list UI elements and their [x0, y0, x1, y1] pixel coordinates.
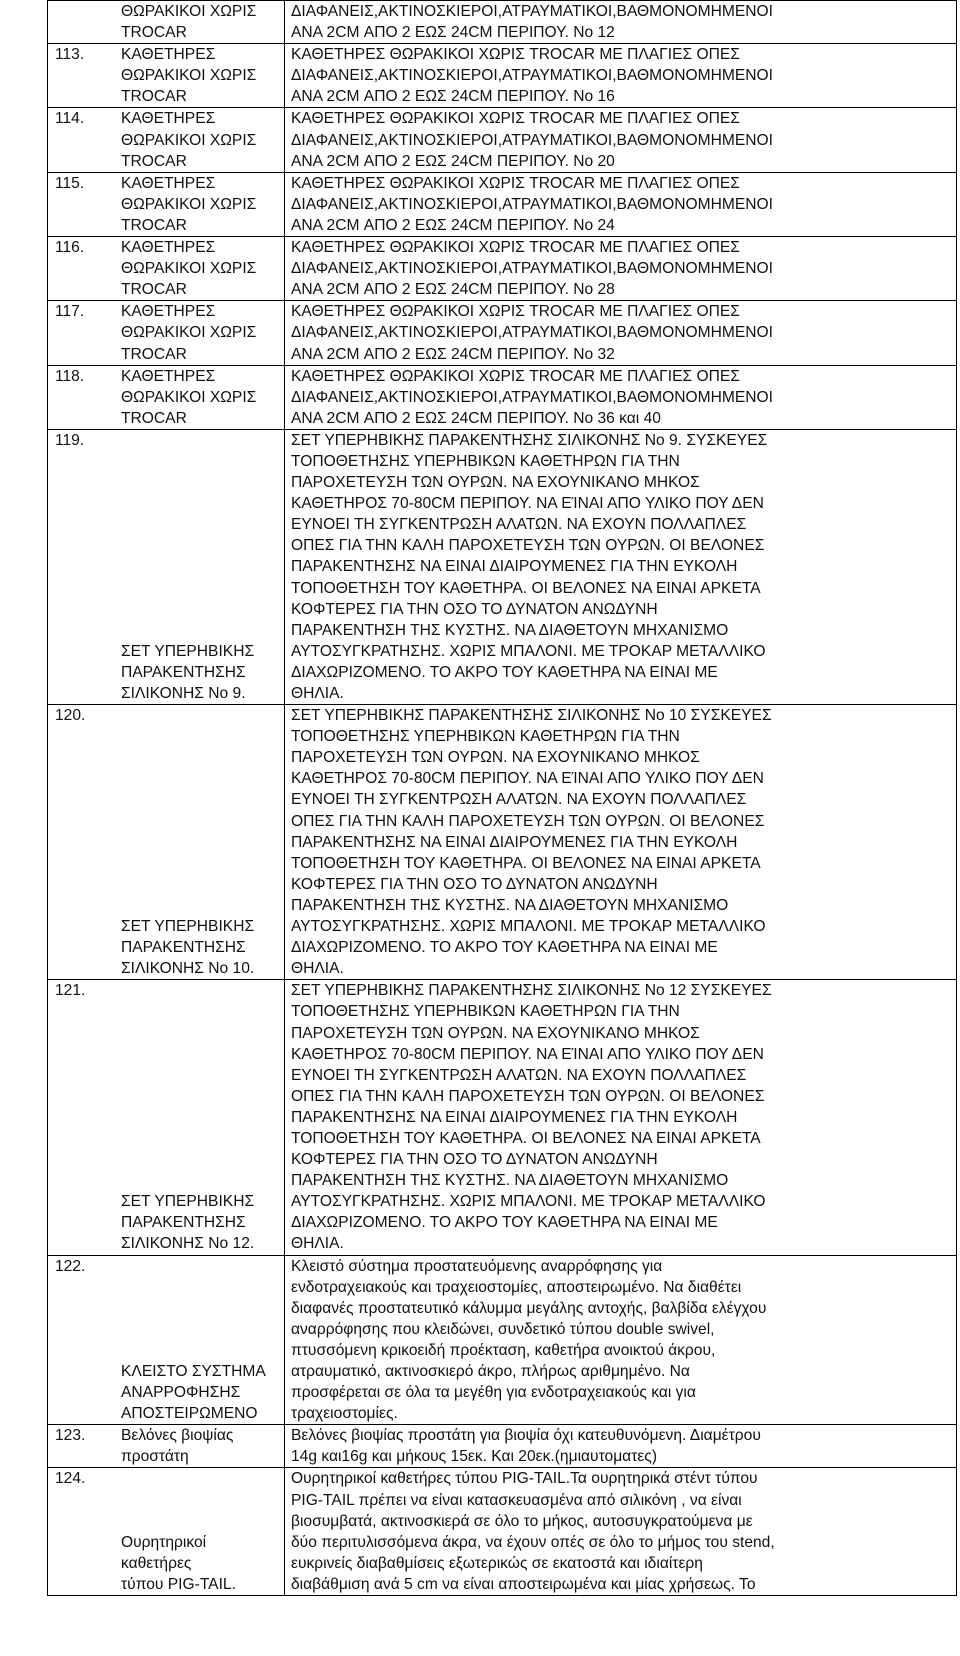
description-line: αναρρόφησης που κλειδώνει, συνδετικό τύπου double swivel, [291, 1320, 715, 1338]
table-row [48, 1255, 957, 1425]
description-line: ΑΥΤΟΣΥΓΚΡΑΤΗΣΗΣ. ΧΩΡΙΣ ΜΠΑΛΟΝΙ. ΜΕ ΤΡΟΚΑΡ ΜΕΤΑΛΛΙΚΟ [291, 1193, 766, 1211]
table-row [48, 705, 957, 980]
description-line: ΔΙΑΦΑΝΕΙΣ,ΑΚΤΙΝΟΣΚΙΕΡΟΙ,ΑΤΡΑΥΜΑΤΙΚΟΙ,ΒΑΘΜΟΝΟΜΗΜΕΝΟΙ [291, 260, 774, 278]
item-description [285, 1468, 957, 1596]
item-description [285, 429, 957, 704]
item-name [117, 980, 285, 1255]
description-line: ΚΑΘΕΤΗΡΟΣ 70-80CM ΠΕΡΙΠΟΥ. ΝΑ ΕΊΝΑΙ ΑΠΟ ΥΛΙΚΟ ΠΟΥ ΔΕΝ [291, 770, 764, 788]
item-name [117, 365, 285, 429]
description-line: ΑΝΑ 2CM ΑΠΟ 2 ΕΩΣ 24CM ΠΕΡΙΠΟΥ. Νο 36 και 40 [291, 409, 661, 427]
item-number: 119. [48, 429, 118, 704]
description-line: ΑΝΑ 2CM ΑΠΟ 2 ΕΩΣ 24CM ΠΕΡΙΠΟΥ. Νο 16 [291, 88, 615, 106]
item-name-line: TROCAR [121, 24, 187, 42]
item-number: 116. [48, 237, 118, 301]
description-line: ΣΕΤ ΥΠΕΡΗΒΙΚΗΣ ΠΑΡΑΚΕΝΤΗΣΗΣ ΣΙΛΙΚΟΝΗΣ Νο 12 ΣΥΣΚΕΥΕΣ [291, 982, 772, 1000]
item-name-line: TROCAR [121, 88, 187, 106]
item-name-line: ΣΙΛΙΚΟΝΗΣ Νο 9. [121, 685, 246, 702]
description-line: ΚΑΘΕΤΗΡΕΣ ΘΩΡΑΚΙΚΟΙ ΧΩΡΙΣ TROCAR ΜΕ ΠΛΑΓΙΕΣ ΟΠΕΣ [291, 239, 740, 257]
item-name-line: ΘΩΡΑΚΙΚΟΙ ΧΩΡΙΣ [121, 195, 257, 213]
item-description [285, 365, 957, 429]
description-line: ΑΝΑ 2CM ΑΠΟ 2 ΕΩΣ 24CM ΠΕΡΙΠΟΥ. Νο 32 [291, 345, 615, 363]
description-line: ευκρινείς διαβαθμίσεις εξωτερικώς σε εκατοστά και ιδιαίτερη [291, 1554, 703, 1572]
description-line: ενδοτραχειακούς και τραχειοστομίες, αποστειρωμένο. Να διαθέτει [291, 1278, 742, 1296]
table-row [48, 1468, 957, 1596]
description-line: ΑΝΑ 2CM ΑΠΟ 2 ΕΩΣ 24CM ΠΕΡΙΠΟΥ. Νο 12 [291, 24, 615, 42]
item-name-line: Βελόνες βιοψίας [121, 1427, 234, 1445]
description-line: ΑΥΤΟΣΥΓΚΡΑΤΗΣΗΣ. ΧΩΡΙΣ ΜΠΑΛΟΝΙ. ΜΕ ΤΡΟΚΑΡ ΜΕΤΑΛΛΙΚΟ [291, 642, 766, 660]
table-row [48, 172, 957, 236]
item-description [285, 705, 957, 980]
description-line: ΤΟΠΟΘΕΤΗΣΗΣ ΥΠΕΡΗΒΙΚΩΝ ΚΑΘΕΤΗΡΩΝ ΓΙΑ ΤΗΝ [291, 1003, 680, 1021]
item-number: 123. [48, 1425, 118, 1468]
item-name-line: ΘΩΡΑΚΙΚΟΙ ΧΩΡΙΣ [121, 3, 257, 20]
item-description [285, 237, 957, 301]
description-line: ΔΙΑΦΑΝΕΙΣ,ΑΚΤΙΝΟΣΚΙΕΡΟΙ,ΑΤΡΑΥΜΑΤΙΚΟΙ,ΒΑΘΜΟΝΟΜΗΜΕΝΟΙ [291, 324, 774, 342]
item-name-line: προστάτη [121, 1448, 189, 1466]
item-number: 113. [48, 44, 118, 108]
item-number: 117. [48, 301, 118, 365]
item-name-line: τύπου PIG-TAIL. [121, 1575, 236, 1593]
item-name-line: ΘΩΡΑΚΙΚΟΙ ΧΩΡΙΣ [121, 67, 257, 85]
description-line: ΚΑΘΕΤΗΡΟΣ 70-80CM ΠΕΡΙΠΟΥ. ΝΑ ΕΊΝΑΙ ΑΠΟ ΥΛΙΚΟ ΠΟΥ ΔΕΝ [291, 1045, 764, 1063]
item-name [117, 108, 285, 172]
specification-table [47, 0, 957, 1596]
item-number: 115. [48, 172, 118, 236]
item-name-line: ΚΑΘΕΤΗΡΕΣ [121, 303, 216, 321]
item-number: 124. [48, 1468, 118, 1596]
description-line: ΚΟΦΤΕΡΕΣ ΓΙΑ ΤΗΝ ΟΣΟ ΤΟ ΔΥΝΑΤΟΝ ΑΝΩΔΥΝΗ [291, 600, 658, 618]
table-row [48, 365, 957, 429]
item-name-line: Ουρητηρικοί καθετήρες [121, 1533, 207, 1572]
description-line: Κλειστό σύστημα προστατευόμενης αναρρόφησης για [291, 1257, 663, 1275]
item-name-line: TROCAR [121, 152, 187, 170]
description-line: ΠΑΡΑΚΕΝΤΗΣΗΣ ΝΑ ΕΙΝΑΙ ΔΙΑΙΡΟΥΜΕΝΕΣ ΓΙΑ ΤΗΝ ΕΥΚΟΛΗ [291, 833, 738, 851]
description-line: προσφέρεται σε όλα τα μεγέθη για ενδοτραχειακούς και για [291, 1384, 696, 1402]
item-description [285, 301, 957, 365]
item-description [285, 1425, 957, 1468]
item-name [117, 1468, 285, 1596]
item-name [117, 1, 285, 44]
description-line: ΔΙΑΧΩΡΙΖΟΜΕΝΟ. ΤΟ ΑΚΡΟ ΤΟΥ ΚΑΘΕΤΗΡΑ ΝΑ ΕΙΝΑΙ ΜΕ [291, 663, 718, 681]
item-name-line: ΣΙΛΙΚΟΝΗΣ Νο 12. [121, 1235, 255, 1253]
item-name-line: ΘΩΡΑΚΙΚΟΙ ΧΩΡΙΣ [121, 131, 257, 149]
description-line: ΟΠΕΣ ΓΙΑ ΤΗΝ ΚΑΛΗ ΠΑΡΟΧΕΤΕΥΣΗ ΤΩΝ ΟΥΡΩΝ. ΟΙ ΒΕΛΟΝΕΣ [291, 537, 765, 555]
description-line: ΔΙΑΦΑΝΕΙΣ,ΑΚΤΙΝΟΣΚΙΕΡΟΙ,ΑΤΡΑΥΜΑΤΙΚΟΙ,ΒΑΘΜΟΝΟΜΗΜΕΝΟΙ [291, 67, 774, 85]
item-name-line: ΚΑΘΕΤΗΡΕΣ [121, 239, 216, 257]
item-name-line: ΑΠΟΣΤΕΙΡΩΜΕΝΟ [121, 1405, 258, 1423]
description-line: ΚΑΘΕΤΗΡΟΣ 70-80CM ΠΕΡΙΠΟΥ. ΝΑ ΕΊΝΑΙ ΑΠΟ ΥΛΙΚΟ ΠΟΥ ΔΕΝ [291, 495, 764, 513]
item-description [285, 44, 957, 108]
item-name-line: ΣΙΛΙΚΟΝΗΣ Νο 10. [121, 960, 255, 978]
item-name-line: ΠΑΡΑΚΕΝΤΗΣΗΣ [121, 939, 246, 957]
description-line: τραχειοστομίες. [291, 1405, 398, 1423]
item-name-line: ΘΩΡΑΚΙΚΟΙ ΧΩΡΙΣ [121, 324, 257, 342]
description-line: ΟΠΕΣ ΓΙΑ ΤΗΝ ΚΑΛΗ ΠΑΡΟΧΕΤΕΥΣΗ ΤΩΝ ΟΥΡΩΝ. ΟΙ ΒΕΛΟΝΕΣ [291, 812, 765, 830]
item-name [117, 705, 285, 980]
description-line: ΠΑΡΑΚΕΝΤΗΣΗ ΤΗΣ ΚΥΣΤΗΣ. ΝΑ ΔΙΑΘΕΤΟΥΝ ΜΗΧΑΝΙΣΜΟ [291, 896, 729, 914]
description-line: ΣΕΤ ΥΠΕΡΗΒΙΚΗΣ ΠΑΡΑΚΕΝΤΗΣΗΣ ΣΙΛΙΚΟΝΗΣ Νο 9. ΣΥΣΚΕΥΕΣ [291, 431, 768, 449]
table-row [48, 980, 957, 1255]
item-name-line: ΠΑΡΑΚΕΝΤΗΣΗΣ [121, 1214, 246, 1232]
description-line: ΕΥΝΟΕΙ ΤΗ ΣΥΓΚΕΝΤΡΩΣΗ ΑΛΑΤΩΝ. ΝΑ ΕΧΟΥΝ ΠΟΛΛΑΠΛΕΣ [291, 791, 747, 809]
description-line: ΠΑΡΑΚΕΝΤΗΣΗ ΤΗΣ ΚΥΣΤΗΣ. ΝΑ ΔΙΑΘΕΤΟΥΝ ΜΗΧΑΝΙΣΜΟ [291, 621, 729, 639]
item-name [117, 1425, 285, 1468]
description-line: Βελόνες βιοψίας προστάτη για βιοψία όχι κατευθυνόμενη. Διαμέτρου [291, 1427, 761, 1445]
description-line: ΔΙΑΦΑΝΕΙΣ,ΑΚΤΙΝΟΣΚΙΕΡΟΙ,ΑΤΡΑΥΜΑΤΙΚΟΙ,ΒΑΘΜΟΝΟΜΗΜΕΝΟΙ [291, 195, 774, 213]
description-line: ΔΙΑΧΩΡΙΖΟΜΕΝΟ. ΤΟ ΑΚΡΟ ΤΟΥ ΚΑΘΕΤΗΡΑ ΝΑ ΕΙΝΑΙ ΜΕ [291, 1214, 718, 1232]
item-name-line: ΣΕΤ ΥΠΕΡΗΒΙΚΗΣ [121, 1193, 255, 1211]
description-line: διαβάθμιση ανά 5 cm να είναι αποστειρωμένα και μίας χρήσεως. Το [291, 1575, 756, 1593]
item-description [285, 172, 957, 236]
item-name [117, 1255, 285, 1425]
item-name [117, 172, 285, 236]
description-line: ΠΑΡΑΚΕΝΤΗΣΗΣ ΝΑ ΕΙΝΑΙ ΔΙΑΙΡΟΥΜΕΝΕΣ ΓΙΑ ΤΗΝ ΕΥΚΟΛΗ [291, 558, 738, 576]
description-line: ΑΥΤΟΣΥΓΚΡΑΤΗΣΗΣ. ΧΩΡΙΣ ΜΠΑΛΟΝΙ. ΜΕ ΤΡΟΚΑΡ ΜΕΤΑΛΛΙΚΟ [291, 918, 766, 936]
description-line: ΘΗΛΙΑ. [291, 1235, 344, 1253]
item-name-line: ΑΝΑΡΡΟΦΗΣΗΣ [121, 1384, 241, 1402]
description-line: ΔΙΑΧΩΡΙΖΟΜΕΝΟ. ΤΟ ΑΚΡΟ ΤΟΥ ΚΑΘΕΤΗΡΑ ΝΑ ΕΙΝΑΙ ΜΕ [291, 939, 718, 957]
description-line: ΠΑΡΟΧΕΤΕΥΣΗ ΤΩΝ ΟΥΡΩΝ. ΝΑ ΕΧΟΥΝΙΚΑΝΟ ΜΗΚΟΣ [291, 1024, 700, 1042]
item-number: 121. [48, 980, 118, 1255]
item-number [48, 1, 118, 44]
item-number: 118. [48, 365, 118, 429]
description-line: 14g και16g και μήκους 15εκ. Και 20εκ.(ημιαυτοματες) [291, 1448, 658, 1466]
description-line: ατραυματικό, ακτινοσκιερό άκρο, πλήρως αριθμημένο. Να [291, 1363, 690, 1380]
description-line: PIG-TAIL πρέπει να είναι κατασκευασμένα από σιλικόνη , να είναι [291, 1491, 742, 1509]
description-line: ΤΟΠΟΘΕΤΗΣΗ ΤΟΥ ΚΑΘΕΤΗΡΑ. ΟΙ ΒΕΛΟΝΕΣ ΝΑ ΕΙΝΑΙ ΑΡΚΕΤΑ [291, 854, 761, 872]
description-line: ΕΥΝΟΕΙ ΤΗ ΣΥΓΚΕΝΤΡΩΣΗ ΑΛΑΤΩΝ. ΝΑ ΕΧΟΥΝ ΠΟΛΛΑΠΛΕΣ [291, 516, 747, 534]
description-line: ΚΑΘΕΤΗΡΕΣ ΘΩΡΑΚΙΚΟΙ ΧΩΡΙΣ TROCAR ΜΕ ΠΛΑΓΙΕΣ ΟΠΕΣ [291, 174, 740, 192]
description-line: ΚΑΘΕΤΗΡΕΣ ΘΩΡΑΚΙΚΟΙ ΧΩΡΙΣ TROCAR ΜΕ ΠΛΑΓΙΕΣ ΟΠΕΣ [291, 303, 740, 321]
item-name-line: ΚΑΘΕΤΗΡΕΣ [121, 174, 216, 192]
description-line: ΟΠΕΣ ΓΙΑ ΤΗΝ ΚΑΛΗ ΠΑΡΟΧΕΤΕΥΣΗ ΤΩΝ ΟΥΡΩΝ. ΟΙ ΒΕΛΟΝΕΣ [291, 1087, 765, 1105]
table-row [48, 108, 957, 172]
description-line: ΘΗΛΙΑ. [291, 960, 344, 978]
table-row [48, 301, 957, 365]
description-line: ΑΝΑ 2CM ΑΠΟ 2 ΕΩΣ 24CM ΠΕΡΙΠΟΥ. Νο 24 [291, 216, 615, 234]
item-number: 114. [48, 108, 118, 172]
item-name-line: ΣΕΤ ΥΠΕΡΗΒΙΚΗΣ [121, 642, 255, 660]
description-line: ΣΕΤ ΥΠΕΡΗΒΙΚΗΣ ΠΑΡΑΚΕΝΤΗΣΗΣ ΣΙΛΙΚΟΝΗΣ Νο 10 ΣΥΣΚΕΥΕΣ [291, 707, 772, 725]
description-line: βιοσυμβατά, ακτινοσκιερά σε όλο το μήκος, αυτοσυγκρατούμενα με [291, 1512, 753, 1530]
table-row [48, 1425, 957, 1468]
description-line: ΤΟΠΟΘΕΤΗΣΗΣ ΥΠΕΡΗΒΙΚΩΝ ΚΑΘΕΤΗΡΩΝ ΓΙΑ ΤΗΝ [291, 728, 680, 746]
item-number: 122. [48, 1255, 118, 1425]
description-line: ΤΟΠΟΘΕΤΗΣΗΣ ΥΠΕΡΗΒΙΚΩΝ ΚΑΘΕΤΗΡΩΝ ΓΙΑ ΤΗΝ [291, 452, 680, 470]
description-line: ΠΑΡΟΧΕΤΕΥΣΗ ΤΩΝ ΟΥΡΩΝ. ΝΑ ΕΧΟΥΝΙΚΑΝΟ ΜΗΚΟΣ [291, 749, 700, 767]
item-name-line: ΠΑΡΑΚΕΝΤΗΣΗΣ [121, 663, 246, 681]
item-description [285, 108, 957, 172]
description-line: ΤΟΠΟΘΕΤΗΣΗ ΤΟΥ ΚΑΘΕΤΗΡΑ. ΟΙ ΒΕΛΟΝΕΣ ΝΑ ΕΙΝΑΙ ΑΡΚΕΤΑ [291, 1129, 761, 1147]
item-name-line: TROCAR [121, 281, 187, 299]
description-line: ΔΙΑΦΑΝΕΙΣ,ΑΚΤΙΝΟΣΚΙΕΡΟΙ,ΑΤΡΑΥΜΑΤΙΚΟΙ,ΒΑΘΜΟΝΟΜΗΜΕΝΟΙ [291, 388, 774, 406]
description-line: ΚΑΘΕΤΗΡΕΣ ΘΩΡΑΚΙΚΟΙ ΧΩΡΙΣ TROCAR ΜΕ ΠΛΑΓΙΕΣ ΟΠΕΣ [291, 110, 740, 128]
item-name-line: ΚΑΘΕΤΗΡΕΣ [121, 110, 216, 128]
item-description [285, 980, 957, 1255]
item-name-line: ΘΩΡΑΚΙΚΟΙ ΧΩΡΙΣ [121, 260, 257, 278]
item-name-line: ΚΑΘΕΤΗΡΕΣ [121, 367, 216, 385]
description-line: πτυσσόμενη κρικοειδή προέκταση, καθετήρα ανοικτού άκρου, [291, 1341, 716, 1359]
description-line: ΠΑΡΟΧΕΤΕΥΣΗ ΤΩΝ ΟΥΡΩΝ. ΝΑ ΕΧΟΥΝΙΚΑΝΟ ΜΗΚΟΣ [291, 474, 700, 492]
item-name-line: ΚΛΕΙΣΤΟ ΣΥΣΤΗΜΑ [121, 1363, 266, 1380]
table-row [48, 237, 957, 301]
item-name-line: TROCAR [121, 345, 187, 363]
description-line: ΕΥΝΟΕΙ ΤΗ ΣΥΓΚΕΝΤΡΩΣΗ ΑΛΑΤΩΝ. ΝΑ ΕΧΟΥΝ ΠΟΛΛΑΠΛΕΣ [291, 1066, 747, 1084]
item-name-line: ΣΕΤ ΥΠΕΡΗΒΙΚΗΣ [121, 918, 255, 936]
item-name [117, 44, 285, 108]
description-line: διαφανές προστατευτικό κάλυμμα μεγάλης αντοχής, βαλβίδα ελέγχου [291, 1299, 767, 1317]
description-line: ΘΗΛΙΑ. [291, 685, 344, 702]
description-line: ΠΑΡΑΚΕΝΤΗΣΗ ΤΗΣ ΚΥΣΤΗΣ. ΝΑ ΔΙΑΘΕΤΟΥΝ ΜΗΧΑΝΙΣΜΟ [291, 1172, 729, 1190]
table-row [48, 1, 957, 44]
description-line: ΚΑΘΕΤΗΡΕΣ ΘΩΡΑΚΙΚΟΙ ΧΩΡΙΣ TROCAR ΜΕ ΠΛΑΓΙΕΣ ΟΠΕΣ [291, 367, 740, 385]
item-name [117, 237, 285, 301]
item-name [117, 429, 285, 704]
description-line: ΔΙΑΦΑΝΕΙΣ,ΑΚΤΙΝΟΣΚΙΕΡΟΙ,ΑΤΡΑΥΜΑΤΙΚΟΙ,ΒΑΘΜΟΝΟΜΗΜΕΝΟΙ [291, 3, 774, 20]
description-line: ΤΟΠΟΘΕΤΗΣΗ ΤΟΥ ΚΑΘΕΤΗΡΑ. ΟΙ ΒΕΛΟΝΕΣ ΝΑ ΕΙΝΑΙ ΑΡΚΕΤΑ [291, 579, 761, 597]
item-name-line: ΘΩΡΑΚΙΚΟΙ ΧΩΡΙΣ [121, 388, 257, 406]
item-description [285, 1, 957, 44]
item-name-line: TROCAR [121, 409, 187, 427]
description-line: ΚΑΘΕΤΗΡΕΣ ΘΩΡΑΚΙΚΟΙ ΧΩΡΙΣ TROCAR ΜΕ ΠΛΑΓΙΕΣ ΟΠΕΣ [291, 46, 740, 64]
description-line: ΑΝΑ 2CM ΑΠΟ 2 ΕΩΣ 24CM ΠΕΡΙΠΟΥ. Νο 20 [291, 152, 615, 170]
item-name-line: ΚΑΘΕΤΗΡΕΣ [121, 46, 216, 64]
description-line: ΠΑΡΑΚΕΝΤΗΣΗΣ ΝΑ ΕΙΝΑΙ ΔΙΑΙΡΟΥΜΕΝΕΣ ΓΙΑ ΤΗΝ ΕΥΚΟΛΗ [291, 1108, 738, 1126]
description-line: ΚΟΦΤΕΡΕΣ ΓΙΑ ΤΗΝ ΟΣΟ ΤΟ ΔΥΝΑΤΟΝ ΑΝΩΔΥΝΗ [291, 875, 658, 893]
table-row [48, 44, 957, 108]
item-name-line: TROCAR [121, 216, 187, 234]
item-number: 120. [48, 705, 118, 980]
description-line: ΑΝΑ 2CM ΑΠΟ 2 ΕΩΣ 24CM ΠΕΡΙΠΟΥ. Νο 28 [291, 281, 615, 299]
description-line: ΚΟΦΤΕΡΕΣ ΓΙΑ ΤΗΝ ΟΣΟ ΤΟ ΔΥΝΑΤΟΝ ΑΝΩΔΥΝΗ [291, 1151, 658, 1169]
description-line: Ουρητηρικοί καθετήρες τύπου PIG-TAIL.Τα ουρητηρικά στέντ τύπου [291, 1470, 758, 1488]
description-line: δύο περιτυλισσόμενα άκρα, να έχουν οπές σε όλο το μήμος του stend, [291, 1533, 775, 1551]
table-row [48, 429, 957, 704]
table-body [48, 1, 957, 1596]
description-line: ΔΙΑΦΑΝΕΙΣ,ΑΚΤΙΝΟΣΚΙΕΡΟΙ,ΑΤΡΑΥΜΑΤΙΚΟΙ,ΒΑΘΜΟΝΟΜΗΜΕΝΟΙ [291, 131, 774, 149]
item-description [285, 1255, 957, 1425]
item-name [117, 301, 285, 365]
document-page [47, 0, 957, 1596]
